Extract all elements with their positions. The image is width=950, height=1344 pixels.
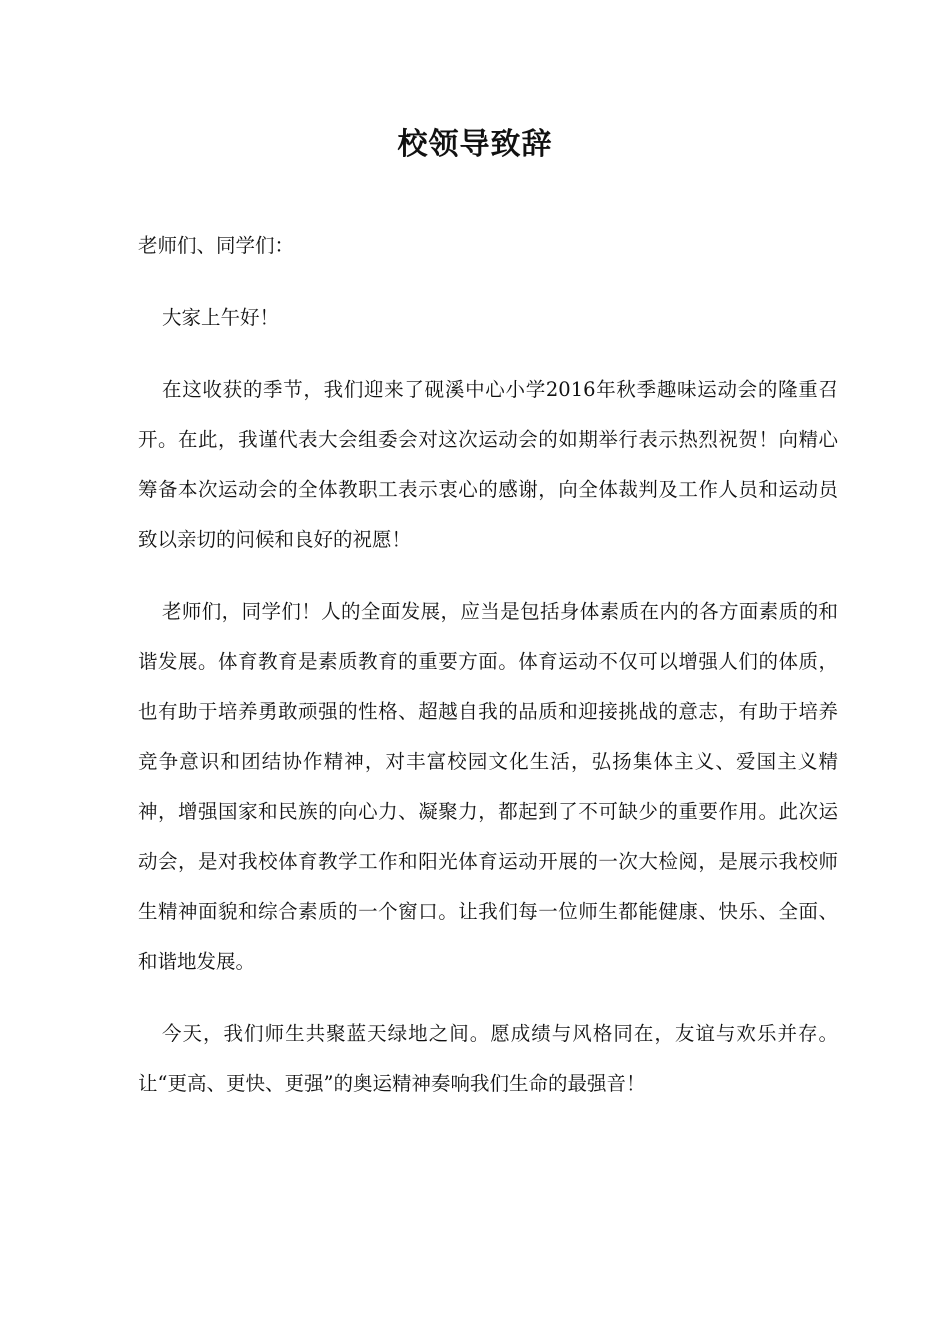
opening-paragraph: 在这收获的季节，我们迎来了砚溪中心小学2016年秋季趣味运动会的隆重召开。在此，我谨代表大会组委会对这次运动会的如期举行表示热烈祝贺！向精心筹备本次运动会的全体教职工表示衷心的感谢，向全体裁判及工作人员和运动员致以亲切的问候和良好的祝愿！ xyxy=(138,378,838,551)
greeting-paragraph: 大家上午好！ xyxy=(162,306,280,329)
document-body xyxy=(138,221,838,1131)
document-title: 校领导致辞 xyxy=(397,127,553,163)
main-paragraph: 老师们，同学们！人的全面发展，应当是包括身体素质在内的各方面素质的和谐发展。体育教育是素质教育的重要方面。体育运动不仅可以增强人们的体质，也有助于培养勇敢顽强的性格、超越自我的品质和迎接挑战的意志，有助于培养竞争意识和团结协作精神，对丰富校园文化生活，弘扬集体主义、爱国主义精神，增强国家和民族的向心力、凝聚力，都起到了不可缺少的重要作用。此次运动会，是对我校体育教学工作和阳光体育运动开展的一次大检阅，是展示我校师生精神面貌和综合素质的一个窗口。让我们每一位师生都能健康、快乐、全面、和谐地发展。 xyxy=(138,600,838,973)
salutation: 老师们、同学们： xyxy=(138,234,295,257)
closing-paragraph: 今天，我们师生共聚蓝天绿地之间。愿成绩与风格同在，友谊与欢乐并存。让“更高、更快、更强”的奥运精神奏响我们生命的最强音！ xyxy=(138,1022,838,1095)
